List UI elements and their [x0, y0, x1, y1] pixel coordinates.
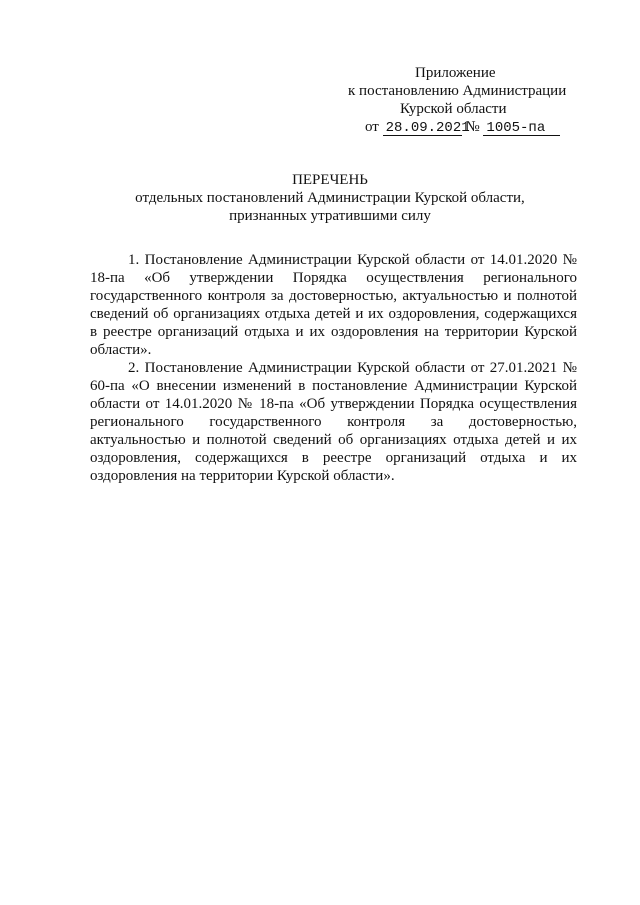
number-prefix: №: [465, 119, 480, 135]
number-value: 1005-па: [483, 121, 560, 136]
appendix-decree-ref: к постановлению Администрации: [348, 83, 567, 99]
date-prefix: от: [365, 119, 379, 135]
appendix-label: Приложение: [415, 65, 496, 81]
appendix-region: Курской области: [400, 101, 507, 117]
appendix-date-number: [340, 118, 580, 136]
document-title: [90, 171, 570, 225]
title-subtitle-line1: отдельных постановлений Администрации Курской области,: [135, 190, 525, 206]
title-subtitle-line2: признанных утратившими силу: [229, 208, 431, 224]
list-item-1: 1. Постановление Администрации Курской области от 14.01.2020 № 18-па «Об утверждении Порядка осуществления регионального государственного контроля за достоверностью, актуальностью и полнотой сведений об организациях отдыха детей и их оздоровления, содержащихся в реестре организаций отдыха и их оздоровления на территории Курской области».: [90, 252, 577, 358]
date-value: 28.09.2021: [383, 121, 462, 136]
document-body: [90, 251, 577, 485]
title-heading: ПЕРЕЧЕНЬ: [292, 172, 368, 188]
list-item-2: 2. Постановление Администрации Курской области от 27.01.2021 № 60-па «О внесении изменений в постановление Администрации Курской области от 14.01.2020 № 18-па «Об утверждении Порядка осуществления регионального государственного контроля за достоверностью, актуальностью и полнотой сведений об организациях отдыха детей и их оздоровления, содержащихся в реестре организаций отдыха и их оздоровления на территории Курской области».: [90, 360, 577, 484]
appendix-header: [340, 64, 580, 136]
